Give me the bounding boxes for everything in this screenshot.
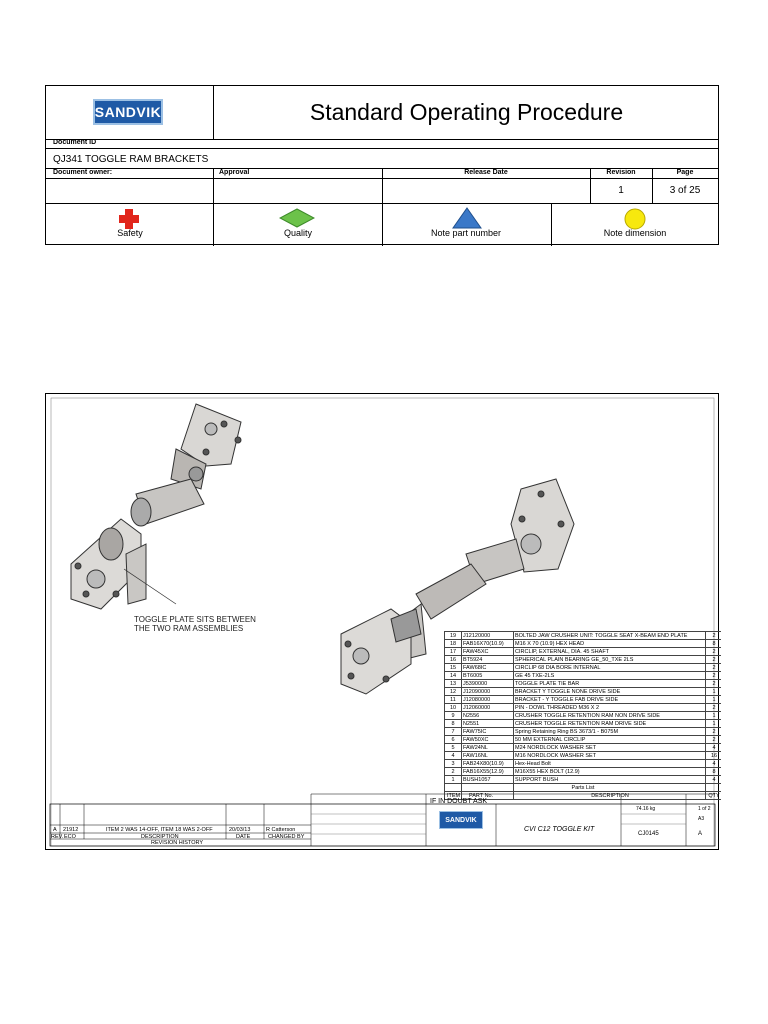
- quality-label: Quality: [283, 228, 312, 238]
- part-quantity: 2: [712, 704, 716, 711]
- part-description: CIRCLIP, EXTERNAL, DIA. 45 SHAFT: [515, 648, 610, 655]
- part-quantity: 2: [712, 648, 716, 655]
- parts-list-row: [445, 648, 721, 656]
- parts-list-row: [445, 632, 721, 640]
- part-number: N2556: [463, 712, 480, 719]
- drawing-title: CVI C12 TOGGLE KIT: [524, 826, 595, 833]
- parts-list-row: [445, 640, 721, 648]
- part-number: N2551: [463, 720, 480, 727]
- part-number: J5390000: [463, 680, 488, 687]
- parts-list-row: [445, 712, 721, 720]
- part-item-number: 16: [449, 656, 457, 663]
- drawing-sheet: 1 of 2: [698, 806, 711, 812]
- parts-list-row: [445, 768, 721, 776]
- revision-history-label: REVISION HISTORY: [151, 840, 204, 846]
- part-number: FAW68IC: [463, 664, 487, 671]
- description-header: DESCRIPTION: [141, 834, 179, 840]
- part-number: FAW16NL: [463, 752, 488, 759]
- rev-value: A: [53, 827, 57, 833]
- sop-header-table: [45, 85, 719, 245]
- part-description: BRACKET Y TOGGLE NONE DRIVE SIDE: [515, 688, 621, 695]
- part-number: J12120000: [463, 632, 491, 639]
- part-description: 50 MM EXTERNAL CIRCLIP: [515, 736, 586, 743]
- part-description: M24 NORDLOCK WASHER SET: [515, 744, 597, 751]
- document-title: QJ341 TOGGLE RAM BRACKETS: [53, 154, 209, 165]
- part-quantity: 2: [712, 664, 716, 671]
- part-quantity: 1: [712, 720, 716, 727]
- parts-list-column-divider: [705, 632, 706, 800]
- drawing-weight: 74.16 kg: [636, 806, 656, 812]
- annotation-line-1: TOGGLE PLATE SITS BETWEEN: [134, 615, 256, 624]
- part-item-number: 17: [449, 648, 457, 655]
- note-part-number-label: Note part number: [430, 228, 502, 238]
- part-description: BRACKET - Y TOGGLE FAB DRIVE SIDE: [515, 696, 619, 703]
- part-number: FAW75IC: [463, 728, 487, 735]
- parts-list-row: [445, 688, 721, 696]
- safety-label: Safety: [117, 228, 143, 238]
- qty-column-header: QTY: [708, 792, 720, 799]
- parts-list-row: [445, 696, 721, 704]
- parts-list-row: [445, 656, 721, 664]
- part-quantity: 8: [712, 640, 716, 647]
- part-quantity: 4: [712, 776, 716, 783]
- part-number: FAW24NL: [463, 744, 488, 751]
- approval-label: Approval: [219, 169, 250, 176]
- parts-list-row: [445, 664, 721, 672]
- part-description: Hex-Head Bolt: [515, 760, 551, 767]
- document-owner-label: Document owner:: [53, 169, 113, 176]
- part-number: BT5924: [463, 656, 483, 663]
- rev-changed-by: R Catterson: [266, 827, 296, 833]
- rev-header: REV.: [51, 834, 64, 840]
- part-description: M16X55 HEX BOLT (12.9): [515, 768, 580, 775]
- part-number: FAB16X55(12.9): [463, 768, 504, 775]
- part-item-number: 5: [451, 744, 455, 751]
- parts-list-row: [445, 736, 721, 744]
- revision-label: Revision: [606, 169, 636, 176]
- part-number: J12090000: [463, 688, 491, 695]
- page-label: Page: [676, 169, 694, 176]
- part-description: BOLTED JAW CRUSHER UNIT: TOGGLE SEAT X-BEAM END PLATE: [515, 632, 688, 639]
- release-date-label: Release Date: [464, 169, 508, 176]
- part-description: PIN - DOWL THREADED M36 X 2: [515, 704, 600, 711]
- parts-list-column-divider: [461, 632, 462, 800]
- part-quantity: 2: [712, 736, 716, 743]
- eco-value: 21912: [63, 827, 79, 833]
- part-description: Spring Retaining Ring BS 3673/1 - B075M: [515, 728, 619, 735]
- part-quantity: 2: [712, 632, 716, 639]
- part-item-number: 3: [451, 760, 455, 767]
- part-item-number: 12: [449, 688, 457, 695]
- parts-list-row: [445, 744, 721, 752]
- part-number: J12060000: [463, 704, 491, 711]
- revision-value: 1: [618, 185, 624, 196]
- part-number: FAW45XC: [463, 648, 489, 655]
- rev-date: 20/03/13: [229, 827, 251, 833]
- part-description: SUPPORT BUSH: [515, 776, 559, 783]
- part-number: FAB16X70(10.9): [463, 640, 504, 647]
- part-item-number: 7: [451, 728, 455, 735]
- date-header: DATE: [236, 834, 251, 840]
- parts-list-row: [445, 752, 721, 760]
- part-quantity: 2: [712, 672, 716, 679]
- part-number: J12080000: [463, 696, 491, 703]
- part-number: FAW50XC: [463, 736, 489, 743]
- part-item-number: 19: [449, 632, 457, 639]
- changed-by-header: CHANGED BY: [268, 834, 305, 840]
- part-description: SPHERICAL PLAIN BEARING GE_50_TXE 2LS: [515, 656, 634, 663]
- eco-header: ECO: [64, 834, 76, 840]
- parts-list-title: [445, 784, 721, 792]
- part-item-number: 15: [449, 664, 457, 671]
- part-item-number: 11: [450, 696, 456, 703]
- part-quantity: 2: [712, 680, 716, 687]
- part-item-number: 8: [451, 720, 455, 727]
- quality-diamond-icon: [279, 208, 315, 228]
- if-in-doubt-label: IF IN DOUBT ASK: [430, 798, 488, 805]
- rev-description: ITEM 2 WAS 14-OFF, ITEM 18 WAS 2-OFF: [106, 827, 213, 833]
- part-number: BUSH1057: [463, 776, 491, 783]
- sandvik-logo: SANDVIK: [93, 99, 163, 125]
- part-quantity: 4: [712, 760, 716, 767]
- parts-list-row: [445, 728, 721, 736]
- parts-list: [444, 631, 721, 800]
- part-item-number: 9: [451, 712, 455, 719]
- part-quantity: 4: [712, 744, 716, 751]
- drawing-revision: A: [698, 831, 703, 837]
- drawing-size: A3: [698, 816, 705, 822]
- parts-list-row: [445, 760, 721, 768]
- part-quantity: 1: [712, 712, 716, 719]
- title-block-logo: SANDVIK: [439, 811, 483, 829]
- part-item-number: 18: [449, 640, 457, 647]
- part-number: BT6005: [463, 672, 483, 679]
- part-description: CRUSHER TOGGLE RETENTION RAM NON DRIVE SIDE: [515, 712, 660, 719]
- part-number: FAB24X80(10.9): [463, 760, 504, 767]
- item-column-header: ITEM: [447, 792, 461, 799]
- part-description: CIRCLIP 68 DIA BORE INTERNAL: [515, 664, 601, 671]
- parts-list-row: [445, 720, 721, 728]
- part-no-column-header: PART No.: [469, 792, 494, 799]
- part-item-number: 14: [449, 672, 457, 679]
- part-quantity: 2: [712, 728, 716, 735]
- part-item-number: 6: [451, 736, 455, 743]
- note-dimension-label: Note dimension: [603, 228, 667, 238]
- part-description: M16 X 70 (10.9) HEX HEAD: [515, 640, 585, 647]
- parts-list-title-text: Parts List: [571, 784, 595, 791]
- drawing-number: CJ0145: [638, 831, 659, 837]
- part-item-number: 4: [451, 752, 455, 759]
- engineering-drawing: [45, 393, 719, 850]
- part-quantity: 1: [712, 688, 716, 695]
- parts-list-row: [445, 680, 721, 688]
- part-description: TOGGLE PLATE TIE BAR: [515, 680, 580, 687]
- description-column-header: DESCRIPTION: [591, 792, 629, 799]
- part-quantity: 1: [712, 696, 716, 703]
- parts-list-row: [445, 672, 721, 680]
- page-value: 3 of 25: [669, 185, 701, 196]
- safety-cross-icon: [118, 209, 140, 229]
- part-description: CRUSHER TOGGLE RETENTION RAM DRIVE SIDE: [515, 720, 647, 727]
- part-quantity: 16: [710, 752, 718, 759]
- part-quantity: 8: [712, 768, 716, 775]
- part-item-number: 1: [451, 776, 455, 783]
- triangle-icon: [452, 207, 482, 229]
- part-item-number: 2: [451, 768, 455, 775]
- parts-list-row: [445, 776, 721, 784]
- part-quantity: 2: [712, 656, 716, 663]
- part-description: M16 NORDLOCK WASHER SET: [515, 752, 597, 759]
- page-title: Standard Operating Procedure: [309, 99, 624, 125]
- parts-list-row: [445, 704, 721, 712]
- document-id-label: Document ID: [53, 139, 97, 146]
- left-ram-assembly: [71, 404, 241, 609]
- annotation-line-2: THE TWO RAM ASSEMBLIES: [134, 624, 244, 633]
- part-item-number: 10: [449, 704, 457, 711]
- part-item-number: 13: [449, 680, 457, 687]
- part-description: GE 45 TXE-2LS: [515, 672, 555, 679]
- parts-list-column-divider: [513, 632, 514, 800]
